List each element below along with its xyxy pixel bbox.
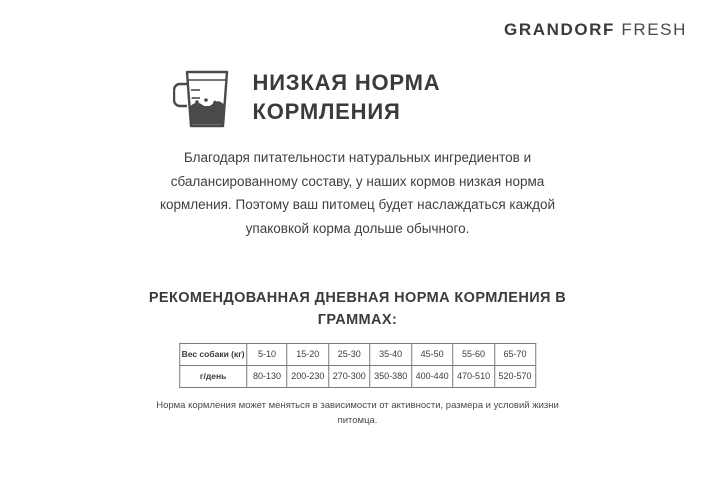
cell-grams-6: 470-510 <box>453 366 494 388</box>
cell-weight-2: 15-20 <box>287 344 328 366</box>
table-row <box>179 344 536 366</box>
cell-weight-7: 65-70 <box>494 344 535 366</box>
cell-weight-4: 35-40 <box>370 344 411 366</box>
cell-weight-6: 55-60 <box>453 344 494 366</box>
intro-paragraph: Благодаря питательности натуральных ингредиентов и сбалансированному составу, у наших кормов низкая норма кормления. Поэтому ваш питомец будет наслаждаться каждой упаковкой корма дольше обычного. <box>159 150 556 236</box>
cell-grams-7: 520-570 <box>494 366 535 388</box>
row-header-grams: г/день <box>179 366 247 388</box>
cell-weight-1: 5-10 <box>247 344 287 366</box>
page-title: НИЗКАЯ НОРМА КОРМЛЕНИЯ <box>252 70 441 125</box>
row-header-weight: Вес собаки (кг) <box>179 344 247 366</box>
table-row <box>179 366 536 388</box>
cell-grams-2: 200-230 <box>287 366 328 388</box>
cell-weight-5: 45-50 <box>411 344 452 366</box>
cell-grams-5: 400-440 <box>411 366 452 388</box>
headline-block <box>0 62 715 132</box>
cell-weight-3: 25-30 <box>329 344 370 366</box>
brand-name-light: FRESH <box>621 20 687 39</box>
section-title: РЕКОМЕНДОВАННАЯ ДНЕВНАЯ НОРМА КОРМЛЕНИЯ В ГРАММАХ: <box>148 290 567 328</box>
feeding-norm-table <box>179 343 537 388</box>
cell-grams-1: 80-130 <box>247 366 287 388</box>
cell-grams-4: 350-380 <box>370 366 411 388</box>
brand-logo <box>504 20 687 40</box>
brand-name-bold: GRANDORF <box>504 20 616 39</box>
footnote-text: Норма кормления может меняться в зависимости от активности, размера и условий жизни питомца. <box>156 400 559 427</box>
cell-grams-3: 270-300 <box>329 366 370 388</box>
measuring-cup-icon <box>173 62 235 132</box>
